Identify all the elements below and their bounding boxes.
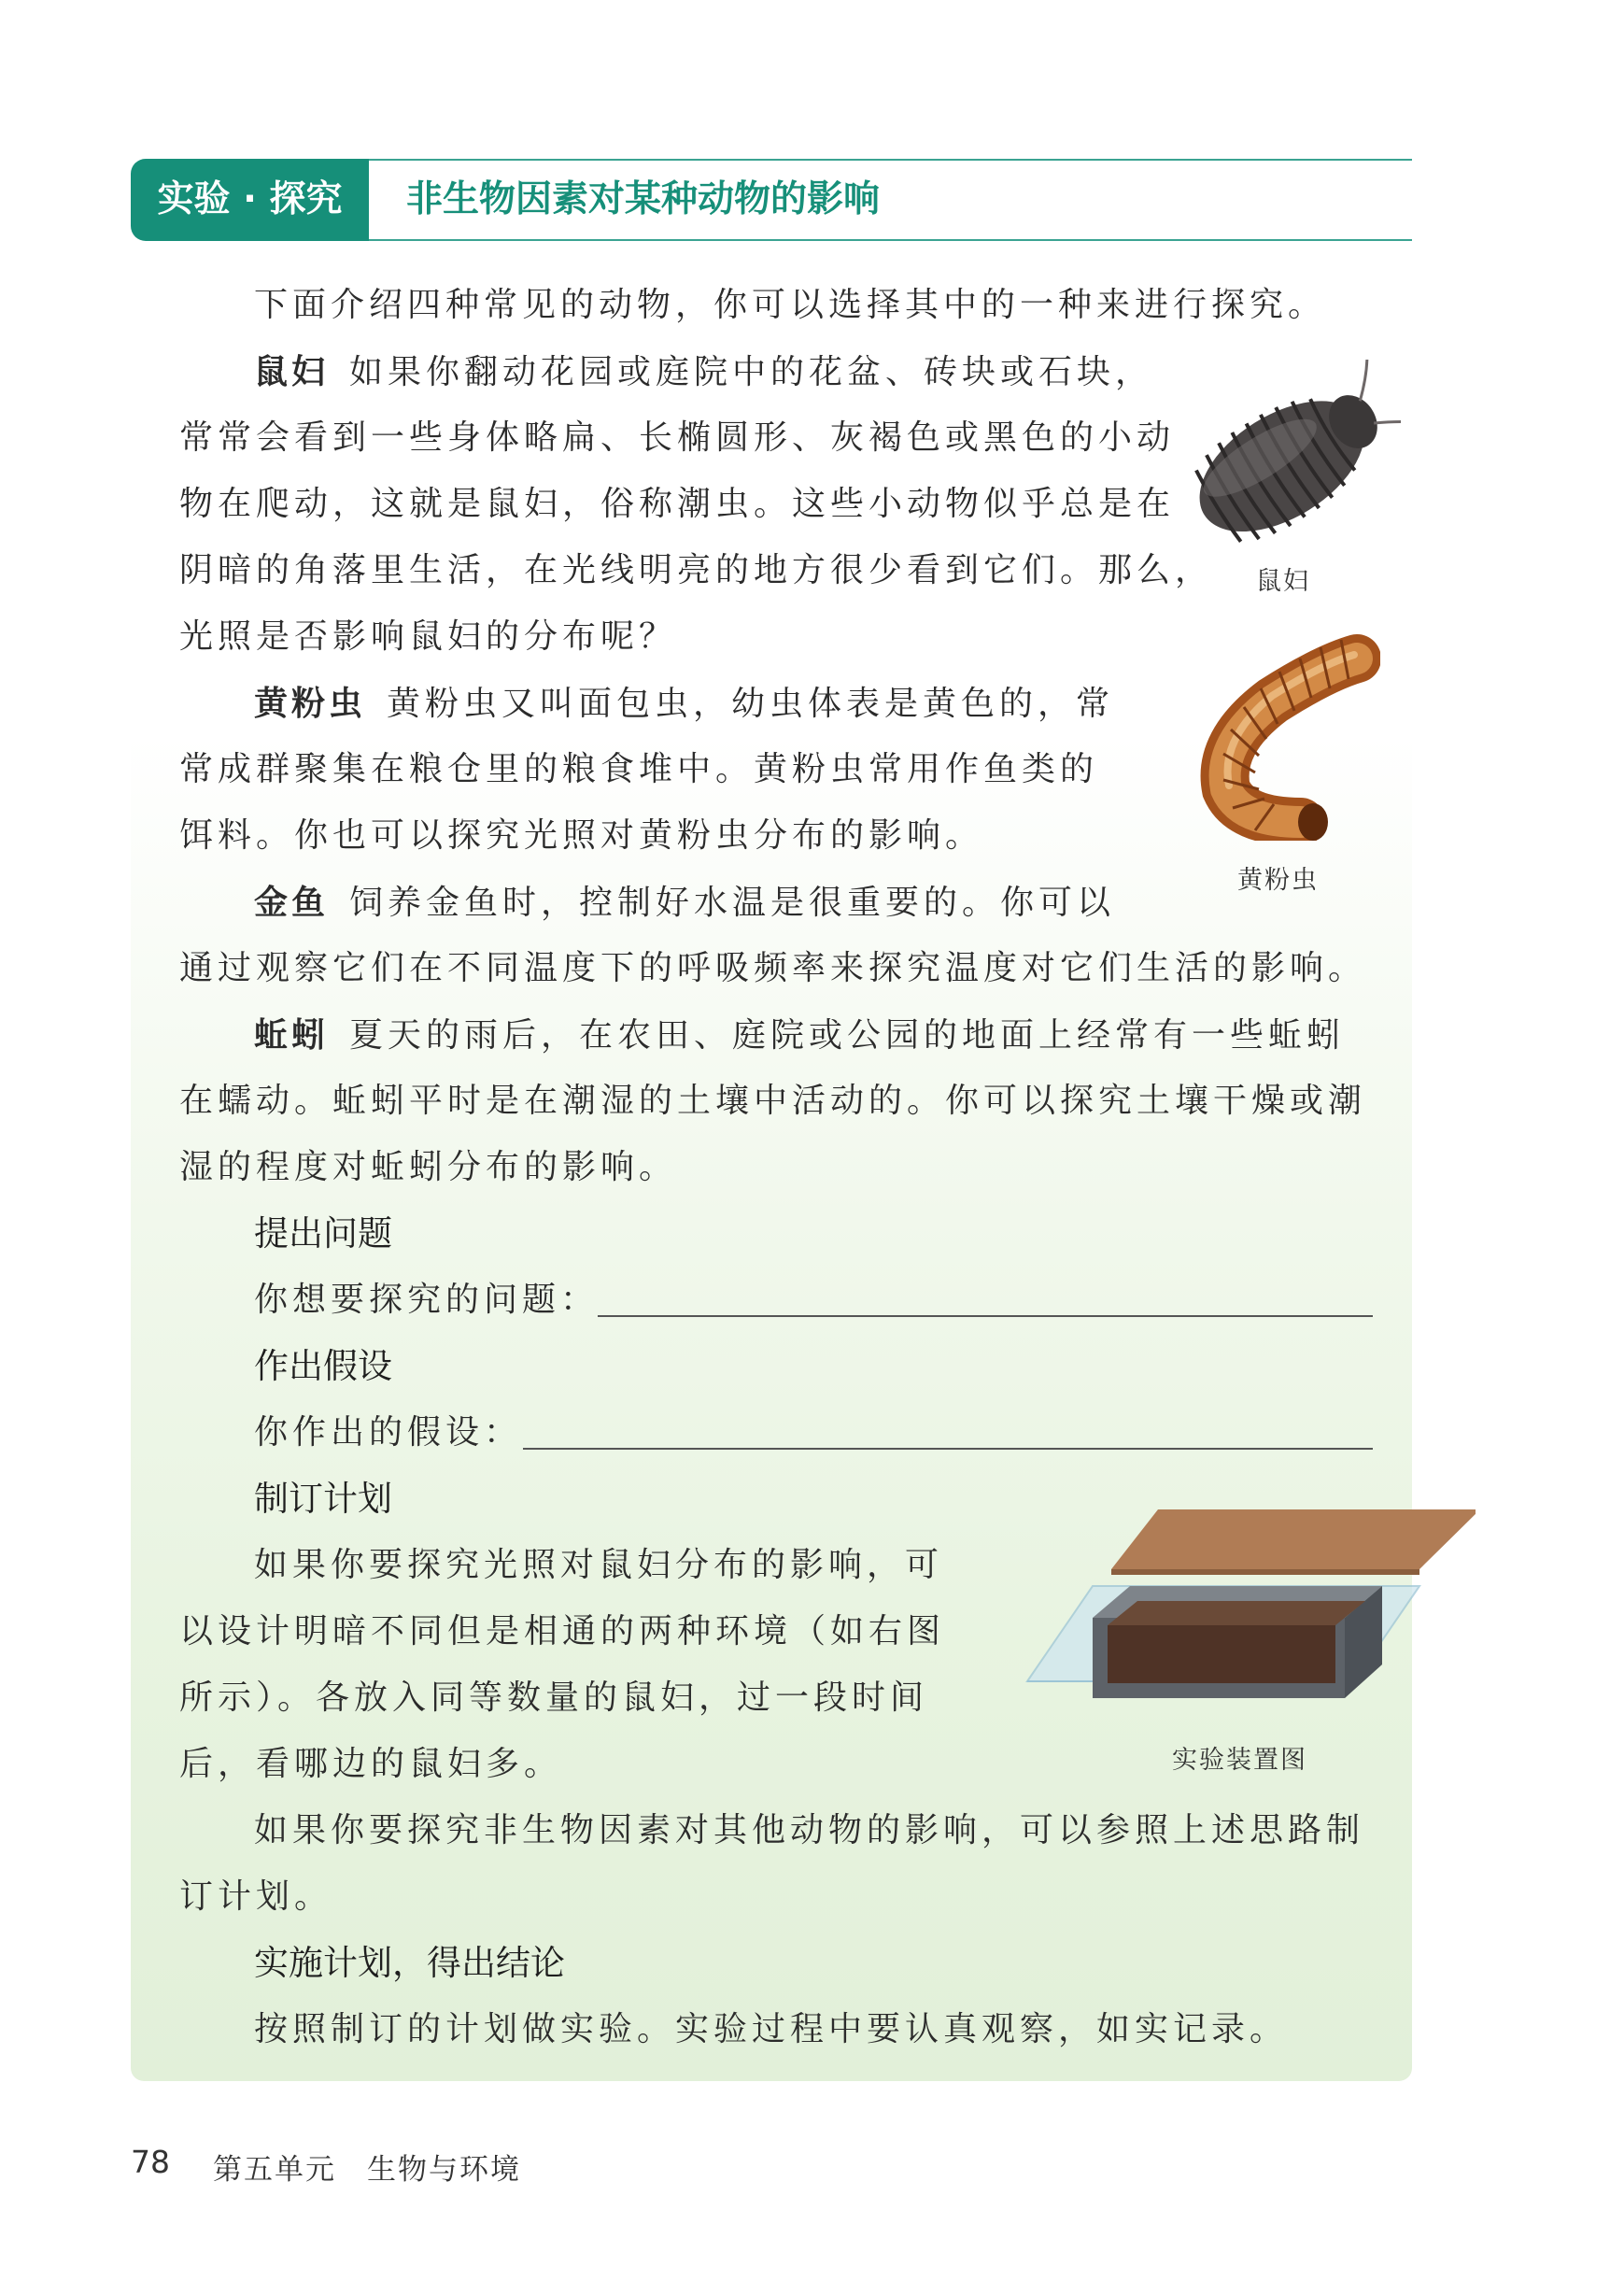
hypothesis-heading: 作出假设 xyxy=(254,1346,392,1386)
mealworm-caption: 黄粉虫 xyxy=(1237,866,1319,895)
page-number: 78 xyxy=(131,2144,170,2180)
plan-line-2: 以设计明暗不同但是相通的两种环境（如右图 xyxy=(179,1612,946,1650)
earthworm-keyword: 蚯蚓 xyxy=(254,1015,330,1055)
conclusion-line-1: 按照制订的计划做实验。实验过程中要认真观察，如实记录。 xyxy=(254,2010,1289,2048)
plan-heading: 制订计划 xyxy=(254,1479,392,1519)
question-answer-line[interactable] xyxy=(598,1315,1373,1317)
plan-line-5: 如果你要探究非生物因素对其他动物的影响，可以参照上述思路制 xyxy=(254,1811,1365,1849)
question-heading: 提出问题 xyxy=(254,1213,392,1254)
mealworm-line-1: 黄粉虫 黄粉虫又叫面包虫，幼虫体表是黄色的，常 xyxy=(254,684,1115,723)
plan-line-4: 后，看哪边的鼠妇多。 xyxy=(179,1745,563,1783)
earthworm-line-3: 湿的程度对蚯蚓分布的影响。 xyxy=(179,1148,678,1186)
goldfish-keyword: 金鱼 xyxy=(254,883,330,922)
plan-line-3: 所示）。各放入同等数量的鼠妇，过一段时间 xyxy=(179,1679,929,1717)
mealworm-image xyxy=(1184,630,1380,841)
unit-title: 第五单元 生物与环境 xyxy=(213,2153,521,2187)
question-prompt: 你想要探究的问题： xyxy=(254,1281,600,1319)
earthworm-line-2: 在蠕动。蚯蚓平时是在潮湿的土壤中活动的。你可以探究土壤干燥或潮 xyxy=(179,1082,1367,1120)
conclusion-heading: 实施计划，得出结论 xyxy=(254,1943,565,1983)
goldfish-line-2: 通过观察它们在不同温度下的呼吸频率来探究温度对它们生活的影响。 xyxy=(179,949,1367,987)
intro-paragraph: 下面介绍四种常见的动物，你可以选择其中的一种来进行探究。 xyxy=(254,286,1327,324)
woodlouse-keyword: 鼠妇 xyxy=(254,352,330,391)
woodlouse-line-5: 光照是否影响鼠妇的分布呢？ xyxy=(179,617,678,656)
hypothesis-answer-line[interactable] xyxy=(523,1448,1373,1450)
section-header xyxy=(131,159,1412,241)
woodlouse-line-1: 鼠妇 如果你翻动花园或庭院中的花盆、砖块或石块， xyxy=(254,352,1154,391)
woodlouse-image xyxy=(1167,360,1401,560)
woodlouse-caption: 鼠妇 xyxy=(1256,567,1310,596)
plan-line-1: 如果你要探究光照对鼠妇分布的影响，可 xyxy=(254,1546,944,1584)
earthworm-line-1: 蚯蚓 夏天的雨后，在农田、庭院或公园的地面上经常有一些蚯蚓 xyxy=(254,1015,1346,1055)
section-title: 非生物因素对某种动物的影响 xyxy=(406,178,881,220)
apparatus-diagram xyxy=(1009,1504,1476,1723)
hypothesis-prompt: 你作出的假设： xyxy=(254,1413,523,1452)
plan-line-6: 订计划。 xyxy=(179,1877,333,1916)
mealworm-line-2: 常成群聚集在粮仓里的粮食堆中。黄粉虫常用作鱼类的 xyxy=(179,750,1099,788)
experiment-tag: 实验 · 探究 xyxy=(131,159,369,241)
apparatus-caption: 实验装置图 xyxy=(1172,1746,1307,1775)
mealworm-line-3: 饵料。你也可以探究光照对黄粉虫分布的影响。 xyxy=(179,816,984,855)
woodlouse-line-3: 物在爬动，这就是鼠妇，俗称潮虫。这些小动物似乎总是在 xyxy=(179,485,1176,523)
woodlouse-line-4: 阴暗的角落里生活，在光线明亮的地方很少看到它们。那么， xyxy=(179,551,1214,589)
woodlouse-line-2: 常常会看到一些身体略扁、长椭圆形、灰褐色或黑色的小动 xyxy=(179,418,1176,457)
mealworm-keyword: 黄粉虫 xyxy=(254,684,367,723)
goldfish-line-1: 金鱼 饲养金鱼时，控制好水温是很重要的。你可以 xyxy=(254,883,1116,922)
